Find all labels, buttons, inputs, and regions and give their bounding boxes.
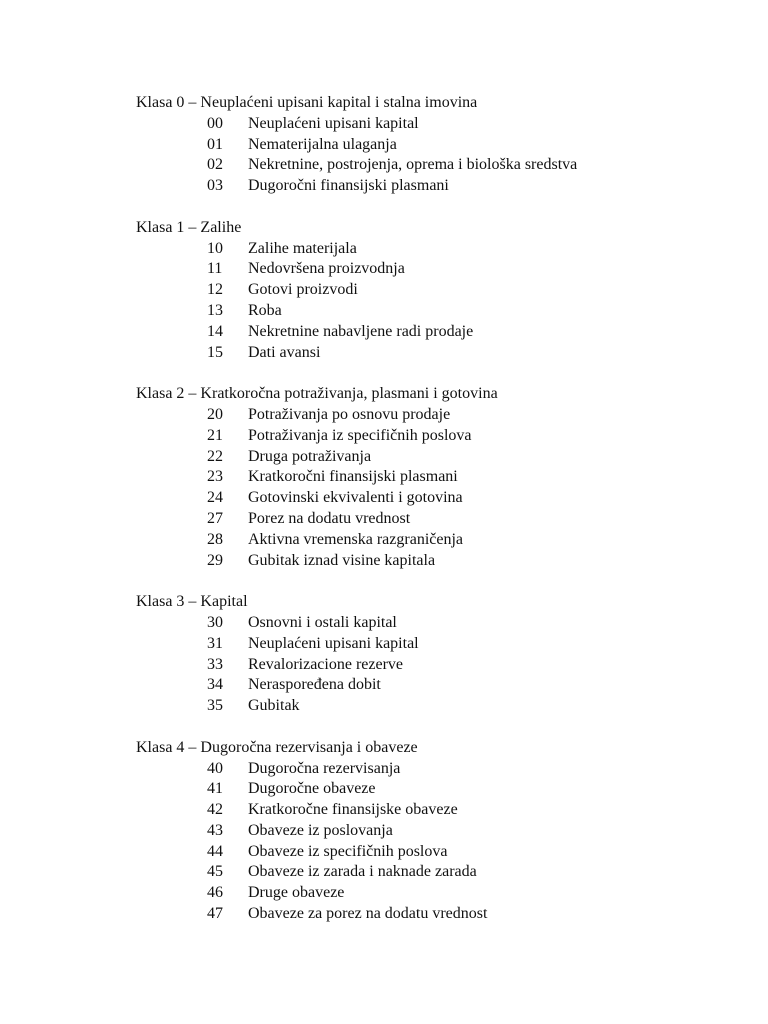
account-code: 13 bbox=[207, 301, 223, 319]
account-code: 14 bbox=[207, 322, 223, 340]
account-label: Dati avansi bbox=[248, 343, 321, 361]
account-code: 27 bbox=[207, 509, 223, 527]
account-item bbox=[136, 509, 736, 530]
account-label: Gubitak bbox=[248, 697, 300, 715]
klasa-title: Klasa 2 – Kratkoročna potraživanja, plasmani i gotovina bbox=[136, 385, 498, 403]
account-code: 46 bbox=[207, 884, 223, 902]
account-item bbox=[136, 467, 736, 488]
account-item bbox=[136, 176, 736, 197]
account-code: 42 bbox=[207, 801, 223, 819]
account-plan-document bbox=[136, 93, 736, 946]
account-label: Obaveze za porez na dodatu vrednost bbox=[248, 905, 488, 923]
account-item bbox=[136, 280, 736, 301]
account-code: 23 bbox=[207, 468, 223, 486]
account-code: 47 bbox=[207, 905, 223, 923]
account-label: Osnovni i ostali kapital bbox=[248, 613, 397, 631]
account-item bbox=[136, 862, 736, 883]
account-code: 44 bbox=[207, 842, 223, 860]
account-label: Druga potraživanja bbox=[248, 447, 372, 465]
klasa-title: Klasa 1 – Zalihe bbox=[136, 218, 242, 236]
account-label: Nekretnine, postrojenja, oprema i biološka sredstva bbox=[248, 156, 578, 174]
account-item bbox=[136, 488, 736, 509]
account-code: 21 bbox=[207, 426, 223, 444]
account-label: Obaveze iz zarada i naknade zarada bbox=[248, 863, 477, 881]
account-item bbox=[136, 135, 736, 156]
account-item bbox=[136, 322, 736, 343]
account-item bbox=[136, 114, 736, 135]
account-item bbox=[136, 613, 736, 634]
account-code: 29 bbox=[207, 551, 223, 569]
account-code: 00 bbox=[207, 114, 223, 132]
account-item bbox=[136, 530, 736, 551]
klasa-section-0 bbox=[136, 93, 736, 197]
account-code: 15 bbox=[207, 343, 223, 361]
klasa-title: Klasa 0 – Neuplaćeni upisani kapital i stalna imovina bbox=[136, 94, 478, 111]
account-code: 45 bbox=[207, 863, 223, 881]
account-item bbox=[136, 405, 736, 426]
account-item bbox=[136, 634, 736, 655]
account-code: 35 bbox=[207, 697, 223, 715]
account-label: Druge obaveze bbox=[248, 884, 345, 902]
account-code: 31 bbox=[207, 634, 223, 652]
account-item bbox=[136, 655, 736, 676]
account-code: 33 bbox=[207, 655, 223, 673]
account-code: 11 bbox=[207, 260, 223, 278]
account-label: Kratkoročni finansijski plasmani bbox=[248, 468, 458, 486]
account-code: 22 bbox=[207, 447, 223, 465]
account-item bbox=[136, 675, 736, 696]
account-item bbox=[136, 696, 736, 717]
account-item bbox=[136, 759, 736, 780]
account-code: 34 bbox=[207, 676, 223, 694]
account-label: Roba bbox=[248, 301, 282, 319]
account-label: Aktivna vremenska razgraničenja bbox=[248, 530, 464, 548]
account-item bbox=[136, 779, 736, 800]
klasa-section-4 bbox=[136, 738, 736, 925]
account-label: Gubitak iznad visine kapitala bbox=[248, 551, 436, 569]
account-item bbox=[136, 800, 736, 821]
klasa-title: Klasa 4 – Dugoročna rezervisanja i obaveze bbox=[136, 738, 418, 756]
account-code: 43 bbox=[207, 821, 223, 839]
account-item bbox=[136, 301, 736, 322]
account-label: Dugoročni finansijski plasmani bbox=[248, 177, 449, 195]
account-code: 03 bbox=[207, 177, 223, 195]
account-label: Neuplaćeni upisani kapital bbox=[248, 114, 419, 132]
account-code: 28 bbox=[207, 530, 223, 548]
account-code: 40 bbox=[207, 759, 223, 777]
klasa-section-2 bbox=[136, 384, 736, 571]
account-code: 02 bbox=[207, 156, 223, 174]
account-label: Dugoročne obaveze bbox=[248, 780, 376, 798]
account-item bbox=[136, 259, 736, 280]
account-label: Kratkoročne finansijske obaveze bbox=[248, 801, 458, 819]
account-item bbox=[136, 343, 736, 364]
klasa-title: Klasa 3 – Kapital bbox=[136, 593, 248, 611]
account-label: Nekretnine nabavljene radi prodaje bbox=[248, 322, 474, 340]
account-code: 10 bbox=[207, 239, 223, 257]
account-label: Porez na dodatu vrednost bbox=[248, 509, 411, 527]
account-code: 24 bbox=[207, 489, 223, 507]
account-code: 20 bbox=[207, 405, 223, 423]
account-label: Obaveze iz poslovanja bbox=[248, 821, 393, 839]
klasa-section-1 bbox=[136, 218, 736, 364]
account-label: Neuplaćeni upisani kapital bbox=[248, 634, 419, 652]
account-label: Obaveze iz specifičnih poslova bbox=[248, 842, 448, 860]
account-item bbox=[136, 447, 736, 468]
account-code: 30 bbox=[207, 613, 223, 631]
account-code: 41 bbox=[207, 780, 223, 798]
account-label: Nedovršena proizvodnja bbox=[248, 260, 405, 278]
account-label: Gotovinski ekvivalenti i gotovina bbox=[248, 489, 463, 507]
account-item bbox=[136, 426, 736, 447]
account-label: Gotovi proizvodi bbox=[248, 281, 358, 299]
account-label: Revalorizacione rezerve bbox=[248, 655, 404, 673]
account-code: 12 bbox=[207, 281, 223, 299]
account-item bbox=[136, 155, 736, 176]
account-label: Dugoročna rezervisanja bbox=[248, 759, 401, 777]
account-label: Potraživanja iz specifičnih poslova bbox=[248, 426, 472, 444]
account-item bbox=[136, 239, 736, 260]
account-item bbox=[136, 842, 736, 863]
account-item bbox=[136, 904, 736, 925]
account-item bbox=[136, 821, 736, 842]
account-label: Potraživanja po osnovu prodaje bbox=[248, 405, 451, 423]
account-item bbox=[136, 883, 736, 904]
account-label: Zalihe materijala bbox=[248, 239, 357, 257]
account-code: 01 bbox=[207, 135, 223, 153]
account-label: Nematerijalna ulaganja bbox=[248, 135, 397, 153]
account-item bbox=[136, 551, 736, 572]
klasa-section-3 bbox=[136, 592, 736, 717]
account-label: Neraspoređena dobit bbox=[248, 676, 381, 694]
